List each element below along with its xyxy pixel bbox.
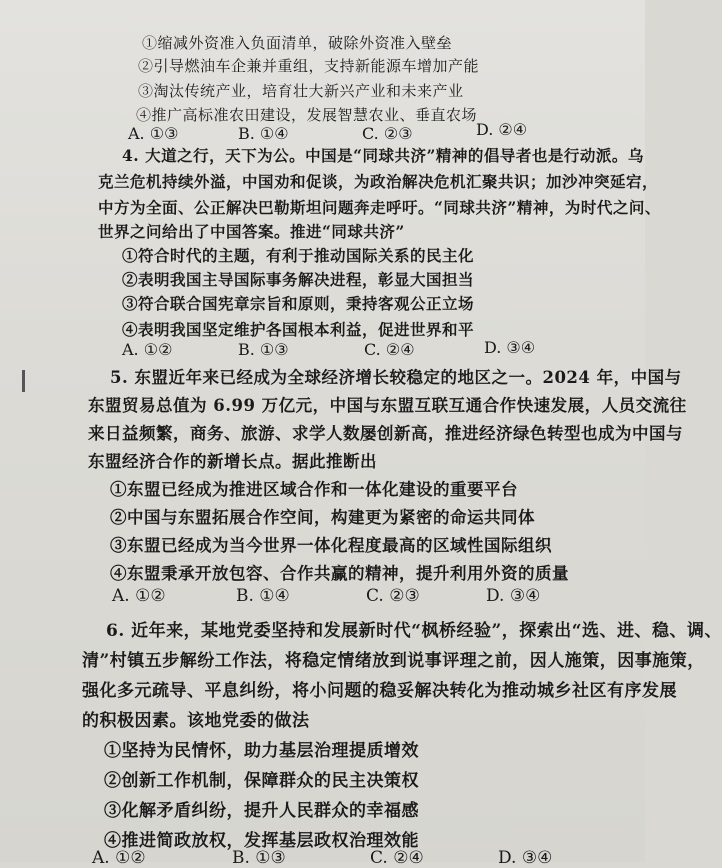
q6-stem-line-2: 清”村镇五步解纷工作法，将稳定情绪放到说事评理之前，因人施策，因事施策，: [82, 651, 705, 671]
q4-item-4: ④表明我国坚定维护各国根本利益，促进世界和平: [122, 320, 475, 339]
q6-option-a: A. ①②: [92, 848, 146, 868]
q3-option-d: D. ②④: [476, 120, 528, 139]
q6-item-3: ③化解矛盾纠纷，提升人民群众的幸福感: [104, 801, 419, 821]
q5-stem-line-2: 东盟贸易总值为 6.99 万亿元，中国与东盟互联互通合作快速发展，人员交流往: [88, 396, 687, 415]
q3-item-2: ②引导燃油车企兼并重组，支持新能源车增加产能: [138, 57, 480, 75]
q4-option-a: A. ①②: [122, 340, 173, 359]
q6-item-4: ④推进简政放权，发挥基层政权治理效能: [104, 831, 419, 851]
q6-item-2: ②创新工作机制，保障群众的民主决策权: [104, 771, 419, 791]
q5-item-1: ①东盟已经成为推进区域合作和一体化建设的重要平台: [110, 480, 518, 499]
q3-item-1: ①缩减外资准入负面清单，破除外资准入壁垒: [142, 34, 453, 52]
q4-item-2: ②表明我国主导国际事务解决进程，彰显大国担当: [122, 270, 475, 289]
q3-item-3: ③淘汰传统产业，培育壮大新兴产业和未来产业: [138, 82, 464, 100]
q6-option-c: C. ②④: [370, 848, 424, 868]
q4-item-3: ③符合联合国宪章宗旨和原则，秉持客观公正立场: [122, 294, 475, 313]
q6-stem-line-4: 的积极因素。该地党委的做法: [82, 711, 310, 731]
q4-item-1: ①符合时代的主题，有利于推动国际关系的民主化: [122, 246, 475, 265]
q4-option-c: C. ②④: [364, 340, 415, 359]
q5-option-a: A. ①②: [112, 586, 166, 606]
q4-option-d: D. ③④: [484, 338, 536, 357]
q4-option-b: B. ①③: [238, 340, 289, 359]
q3-item-4: ④推广高标准农田建设，发展智慧农业、垂直农场: [136, 106, 478, 124]
q4-stem-line-4: 世界之问给出了中国答案。推进“同球共济”: [98, 222, 405, 241]
q5-option-c: C. ②③: [366, 586, 420, 606]
q5-item-2: ②中国与东盟拓展合作空间，构建更为紧密的命运共同体: [110, 508, 535, 527]
q5-item-4: ④东盟秉承开放包容、合作共赢的精神，提升利用外资的质量: [110, 564, 569, 583]
q5-option-d: D. ③④: [486, 586, 541, 606]
q5-stem-line-1: 5. 东盟近年来已经成为全球经济增长较稳定的地区之一。2024 年，中国与: [110, 368, 682, 387]
q4-stem-line-3: 中方为全面、公正解决巴勒斯坦问题奔走呼吁。“同球共济”精神，为时代之问、: [98, 198, 661, 217]
q4-stem-line-1: 4. 大道之行，天下为公。中国是“同球共济”精神的倡导者也是行动派。乌: [122, 146, 644, 165]
q5-item-3: ③东盟已经成为当今世界一体化程度最高的区域性国际组织: [110, 536, 552, 555]
q4-stem-line-2: 克兰危机持续外溢，中国劝和促谈，为政治解决危机汇聚共识；加沙冲突延宕，: [98, 172, 659, 191]
q6-stem-line-3: 强化多元疏导、平息纠纷，将小问题的稳妥解决转化为推动城乡社区有序发展: [82, 681, 677, 701]
binding-margin-mark: [22, 370, 25, 392]
q6-option-d: D. ③④: [498, 848, 553, 868]
q5-stem-line-3: 来日益频繁，商务、旅游、求学人数屡创新高，推进经济绿色转型也成为中国与: [88, 424, 683, 443]
q6-item-1: ①坚持为民情怀，助力基层治理提质增效: [104, 741, 419, 761]
q6-option-b: B. ①③: [232, 848, 286, 868]
q3-option-c: C. ②③: [362, 124, 413, 143]
q5-stem-line-4: 东盟经济合作的新增长点。据此推断出: [88, 452, 377, 471]
q3-option-b: B. ①④: [238, 124, 289, 143]
q5-option-b: B. ①④: [236, 586, 290, 606]
q6-stem-line-1: 6. 近年来，某地党委坚持和发展新时代“枫桥经验”，探索出“选、进、稳、调、: [106, 621, 722, 641]
q3-option-a: A. ①③: [128, 124, 179, 143]
